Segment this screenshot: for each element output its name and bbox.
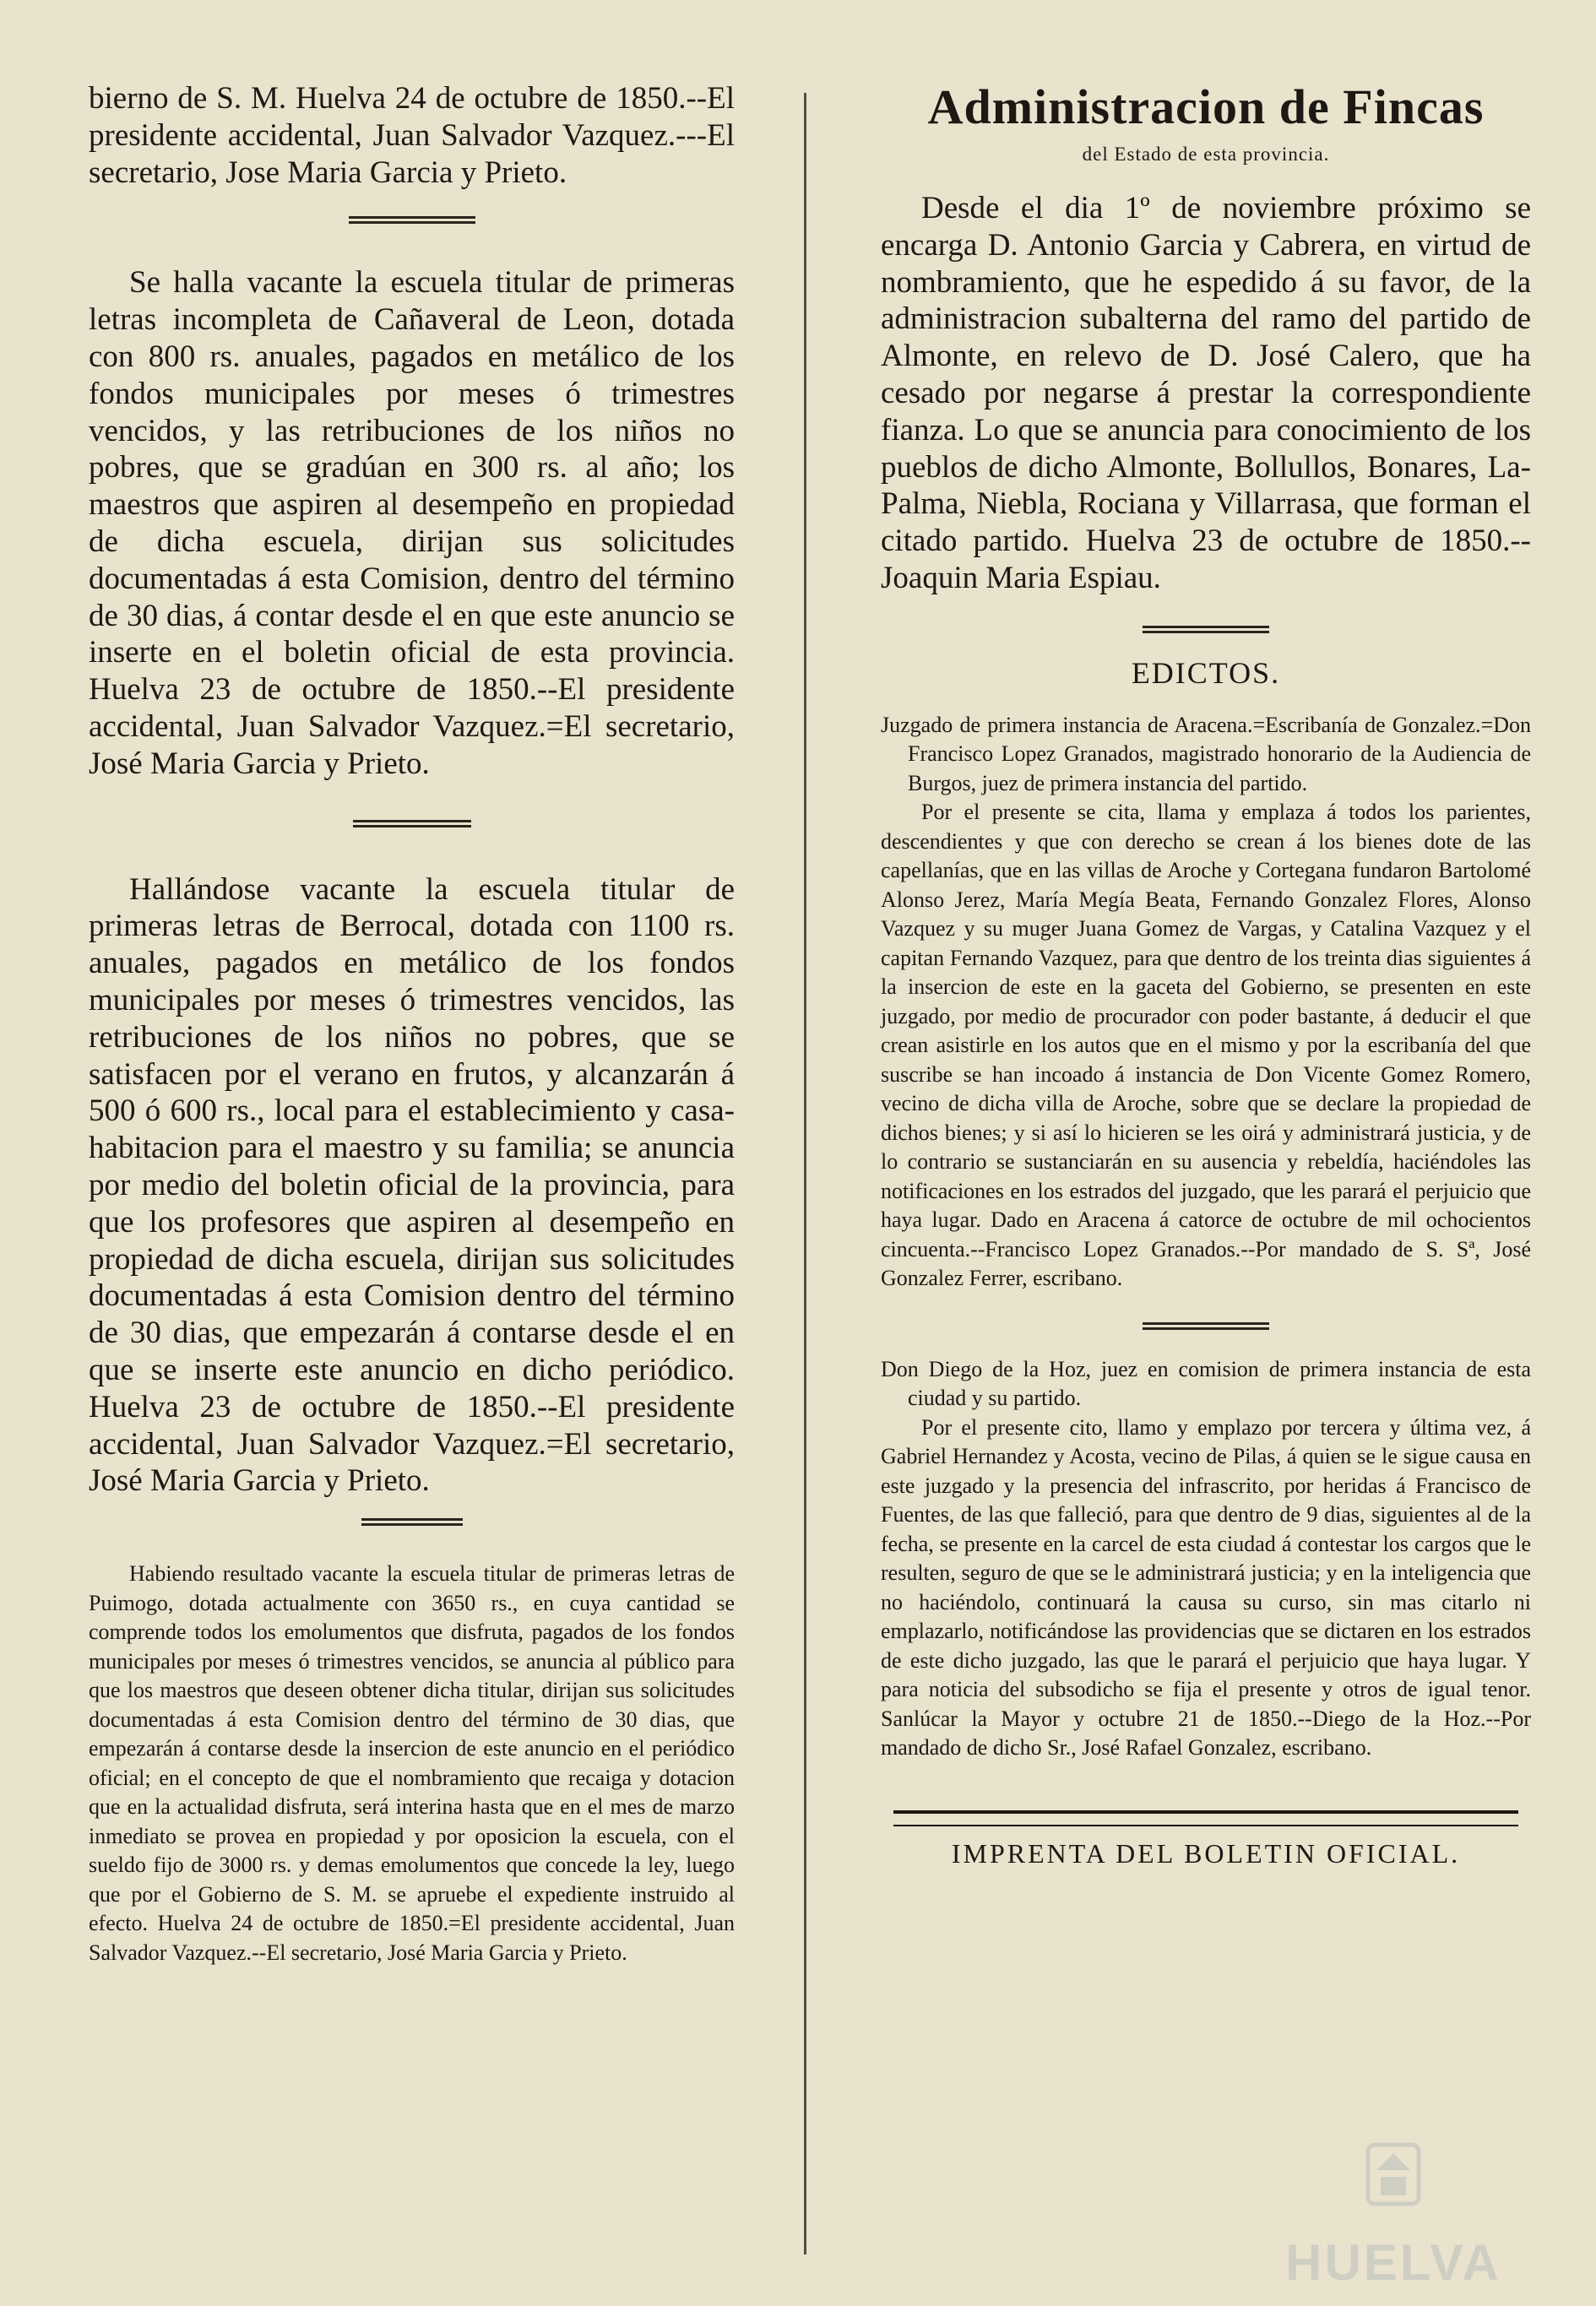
- section-subtitle: del Estado de esta provincia.: [1082, 144, 1330, 165]
- separator: [1143, 1322, 1269, 1330]
- section-title: Administracion de Fincas: [927, 79, 1485, 134]
- left-column: [89, 80, 735, 1967]
- right-column: [881, 80, 1531, 1870]
- separator: [349, 216, 475, 224]
- separator: [353, 820, 471, 827]
- watermark-text: HUELVA: [1285, 2234, 1501, 2291]
- separator: [361, 1518, 463, 1526]
- notice-canaveral: Se halla vacante la escuela titular de primeras letras incompleta de Cañaveral de Leon, dotada con 800 rs. anuales, pagados en metálico de los fondos municipales por meses ó trimestres vencidos, y las retribuciones de los niños no pobres, que se gradúan en 300 rs. al año; los maestros que aspiren al desempeño en propiedad de dicha escuela, dirijan sus solicitudes documentadas á esta Comision, dentro del término de 30 dias, á contar desde el en que este anuncio se inserte en el boletin oficial de esta provincia. Huelva 23 de octubre de 1850.--El presidente accidental, Juan Salvador Vazquez.=El secretario, José Maria Garcia y Prieto.: [89, 265, 735, 781]
- column-divider: [804, 93, 806, 2254]
- archive-watermark: [1250, 2136, 1537, 2297]
- separator: [1143, 626, 1269, 633]
- edict-1-heading: Juzgado de primera instancia de Aracena.=Escribanía de Gonzalez.=Don Francisco Lopez Granados, magistrado honorario de la Audiencia de Burgos, juez de primera instancia del partido.: [881, 712, 1531, 795]
- footer-rule: [893, 1810, 1518, 1826]
- edict-2-heading: Don Diego de la Hoz, juez en comision de primera instancia de esta ciudad y su partido.: [881, 1356, 1531, 1411]
- edict-2-body: Por el presente cito, llamo y emplazo por tercera y última vez, á Gabriel Hernandez y Acosta, vecino de Pilas, á quien se le sigue causa en este juzgado y la presencia del infrascrito, por heridas á Francisco de Fuentes, de las que falleció, para que dentro de 9 dias, siguientes al de la fecha, se presente en la carcel de esta ciudad á contestar los cargos que le resulten, seguro de que se le administrará justicia; y en la inteligencia que no haciéndolo, continuará la causa su curso, sin mas citarlo ni emplazarlo, notificándose las providencias que se dictaren en los estrados de este dicho juzgado, las que le parará el perjuicio que haya lugar. Y para noticia del subsodicho se fija el presente y otros de igual tenor. Sanlúcar la Mayor y octubre 21 de 1850.--Diego de la Hoz.--Por mandado de dicho Sr., José Rafael Gonzalez, escribano.: [881, 1414, 1531, 1761]
- edictos-heading: EDICTOS.: [1131, 655, 1281, 690]
- notice-continuation: bierno de S. M. Huelva 24 de octubre de 1850.--El presidente accidental, Juan Salvador Vazquez.---El secretario, Jose Maria Garcia y Prieto.: [89, 81, 735, 190]
- crown-emblem-icon: [1368, 2145, 1419, 2204]
- edict-1-body: Por el presente se cita, llama y emplaza á todos los parientes, descendientes y que con derecho se crean á los bienes dote de las capellanías, que en las villas de Aroche y Cortegana fundaron Bartolomé Alonso Jerez, María Megía Beata, Fernando Gonzalez Flores, Alonso Vazquez y su muger Juana Gomez de Vargas, y Catalina Vazquez y el capitan Fernando Vazquez, para que dentro de los treinta dias siguientes á la insercion de este en la gaceta del Gobierno, se presenten en este juzgado, por medio de procurador con poder bastante, á deducir el que crean asistirle en los autos que en el mismo y por la escribanía del que suscribe se han incoado á instancia de Don Vicente Gomez Romero, vecino de dicha villa de Aroche, sobre que se declare la propiedad de dichos bienes; y si así lo hicieren se les oirá y administrará justicia, y de lo contrario se sustanciarán en su ausencia y rebeldía, haciéndoles las notificaciones en los estrados del juzgado, que les parará el perjuicio que haya lugar. Dado en Aracena á catorce de octubre de mil ochocientos cincuenta.--Francisco Lopez Granados.--Por mandado de S. Sª, José Gonzalez Ferrer, escribano.: [881, 800, 1531, 1291]
- notice-berrocal: Hallándose vacante la escuela titular de primeras letras de Berrocal, dotada con 1100 rs. anuales, pagados en metálico de los fondos municipales por meses ó trimestres vencidos, las retribuciones de los niños no pobres, que se satisfacen por el verano en frutos, y alcanzarán á 500 ó 600 rs., local para el establecimiento y casa-habitacion para el maestro y su familia; se anuncia por medio del boletin oficial de la provincia, para que los profesores que aspiren al desempeño en propiedad de dicha escuela, dirijan sus solicitudes documentadas á esta Comision dentro del término de 30 dias, que empezarán á contarse desde el en que se inserte este anuncio en dicho periódico. Huelva 23 de octubre de 1850.--El presidente accidental, Juan Salvador Vazquez.=El secretario, José Maria Garcia y Prieto.: [89, 871, 735, 1499]
- notice-puimogo: Habiendo resultado vacante la escuela titular de primeras letras de Puimogo, dotada actualmente con 3650 rs., en cuya cantidad se comprende todos los emolumentos que disfruta, pagados de los fondos municipales por meses ó trimestres vencidos, se anuncia al público para que los maestros que deseen obtener dicha titular, dirijan sus solicitudes documentadas á esta Comision dentro del término de 30 dias, que empezarán á contarse desde la insercion de este anuncio en el periódico oficial; en el concepto de que el nombramiento que recaiga y dotacion que en la actualidad disfruta, será interina hasta que en el mes de marzo inmediato se provea en propiedad y por oposicion la escuela, con el sueldo fijo de 3000 rs. y demas emolumentos que concede la ley, luego que por el Gobierno de S. M. se apruebe el expediente instruido al efecto. Huelva 24 de octubre de 1850.=El presidente accidental, Juan Salvador Vazquez.--El secretario, José Maria Garcia y Prieto.: [89, 1561, 735, 1965]
- notice-administracion: Desde el dia 1º de noviembre próximo se encarga D. Antonio Garcia y Cabrera, en virtud de nombramiento, que he espedido á su favor, de la administracion subalterna del ramo del partido de Almonte, en relevo de D. José Calero, que ha cesado por negarse á prestar la correspondiente fianza. Lo que se anuncia para conocimiento de los pueblos de dicho Almonte, Bollullos, Bonares, La-Palma, Niebla, Rociana y Villarrasa, que forman el citado partido. Huelva 23 de octubre de 1850.--Joaquin Maria Espiau.: [881, 191, 1531, 595]
- printer-imprint: IMPRENTA DEL BOLETIN OFICIAL.: [951, 1837, 1461, 1869]
